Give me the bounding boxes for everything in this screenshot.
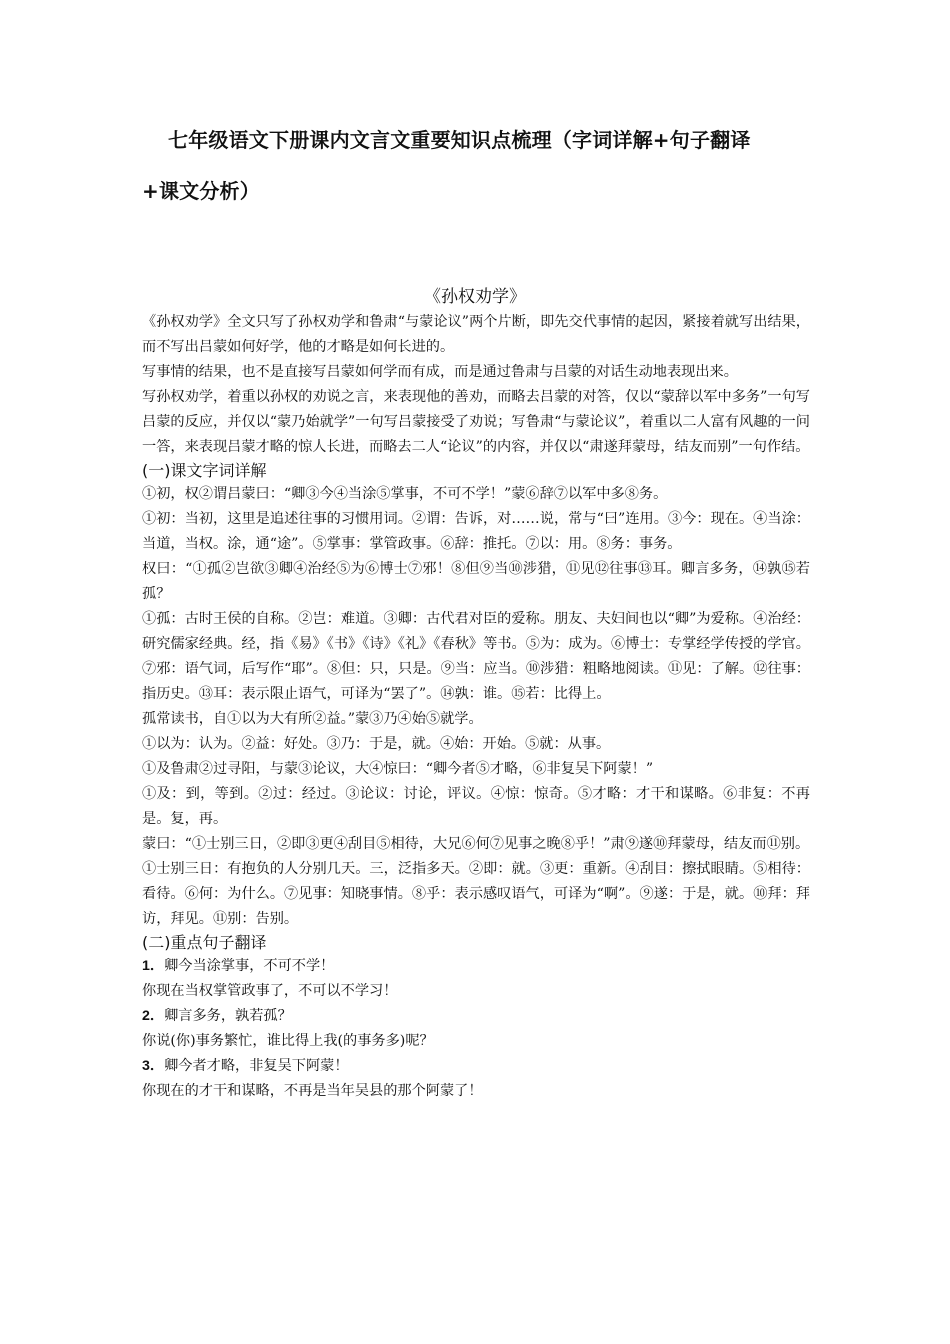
numbered-sentence [142,1054,810,1079]
body-paragraph: ①孤：古时王侯的自称。②岂：难道。③卿：古代君对臣的爱称。朋友、夫妇间也以“卿”为爱称。④治经：研究儒家经典。经，指《易》《书》《诗》《礼》《春秋》等书。⑤为：成为。⑥博士：专掌经学传授的学官。⑦邪：语气词，后写作“耶”。⑧但：只，只是。⑨当：应当。⑩涉猎：粗略地阅读。⑪见：了解。⑫往事：指历史。⑬耳：表示限止语气，可译为“罢了”。⑭孰：谁。⑮若：比得上。 [142,611,810,702]
document-title-line-1: 七年级语文下册课内文言文重要知识点梳理（字词详解+句子翻译 [168,128,751,152]
body-paragraph: ①初，权②谓吕蒙曰：“卿③今④当涂⑤掌事，不可不学！”蒙⑥辞⑦以军中多⑧务。 [142,486,668,502]
body-paragraph: 写孙权劝学，着重以孙权的劝说之言，来表现他的善劝，而略去吕蒙的对答，仅以“蒙辞以军中多务”一句写吕蒙的反应，并仅以“蒙乃始就学”一句写吕蒙接受了劝说；写鲁肃“与蒙论议”，着重以二人富有风趣的一问一答，来表现吕蒙才略的惊人长进，而略去二人“论议”的内容，并仅以“肃遂拜蒙母，结友而别”一句作结。 [142,389,810,455]
body-paragraph: 你说(你)事务繁忙，谁比得上我(的事务多)呢？ [142,1033,434,1049]
body-paragraph: ①以为：认为。②益：好处。③乃：于是，就。④始：开始。⑤就：从事。 [142,736,611,752]
section-heading: (一)课文字词详解 [142,461,267,480]
document-body [142,310,810,1104]
body-paragraph: ①及：到，等到。②过：经过。③论议：讨论，评议。④惊：惊奇。⑤才略：才干和谋略。⑥非复：不再是。复，再。 [142,786,810,827]
body-paragraph: 你现在当权掌管政事了，不可以不学习！ [142,983,398,999]
body-paragraph: 权曰：“①孤②岂欲③卿④治经⑤为⑥博士⑦邪！⑧但⑨当⑩涉猎，⑪见⑫往事⑬耳。卿言多务，⑭孰⑮若孤？ [142,561,810,602]
body-paragraph: ①士别三日：有抱负的人分别几天。三，泛指多天。②即：就。③更：重新。④刮目：擦拭眼睛。⑤相待：看待。⑥何：为什么。⑦见事：知晓事情。⑧乎：表示感叹语气，可译为“啊”。⑨遂：于是，就。⑩拜：拜访，拜见。⑪别：告别。 [142,861,810,927]
sentence-number: 1． [142,958,165,974]
numbered-sentence [142,954,810,979]
sentence-number: 2． [142,1008,165,1024]
body-paragraph: 孤常读书，自①以为大有所②益。”蒙③乃④始⑤就学。 [142,711,483,727]
section-heading: (二)重点句子翻译 [142,933,267,952]
sentence-text: 卿今当涂掌事，不可不学！ [164,958,335,974]
lesson-title: 《孙权劝学》 [424,287,526,307]
sentence-number: 3． [142,1058,165,1074]
sentence-text: 卿言多务，孰若孤？ [164,1008,292,1024]
numbered-sentence [142,1004,810,1029]
document-title-line-2: +课文分析） [142,179,260,203]
sentence-text: 卿今者才略，非复吴下阿蒙！ [164,1058,349,1074]
body-paragraph: 写事情的结果，也不是直接写吕蒙如何学而有成，而是通过鲁肃与吕蒙的对话生动地表现出来。 [142,364,738,380]
body-paragraph: ①及鲁肃②过寻阳，与蒙③论议，大④惊曰：“卿今者⑤才略，⑥非复吴下阿蒙！” [142,761,654,777]
body-paragraph: 你现在的才干和谋略，不再是当年吴县的那个阿蒙了！ [142,1083,483,1099]
body-paragraph: ①初：当初，这里是追述往事的习惯用词。②谓：告诉，对……说，常与“曰”连用。③今：现在。④当涂：当道，当权。涂，通“途”。⑤掌事：掌管政事。⑥辞：推托。⑦以：用。⑧务：事务。 [142,511,810,552]
body-paragraph: 《孙权劝学》全文只写了孙权劝学和鲁肃“与蒙论议”两个片断，即先交代事情的起因，紧接着就写出结果，而不写出吕蒙如何好学，他的才略是如何长进的。 [142,314,810,355]
body-paragraph: 蒙曰：“①士别三日，②即③更④刮目⑤相待，大兄⑥何⑦见事之晚⑧乎！”肃⑨遂⑩拜蒙母，结友而⑪别。 [142,836,810,852]
